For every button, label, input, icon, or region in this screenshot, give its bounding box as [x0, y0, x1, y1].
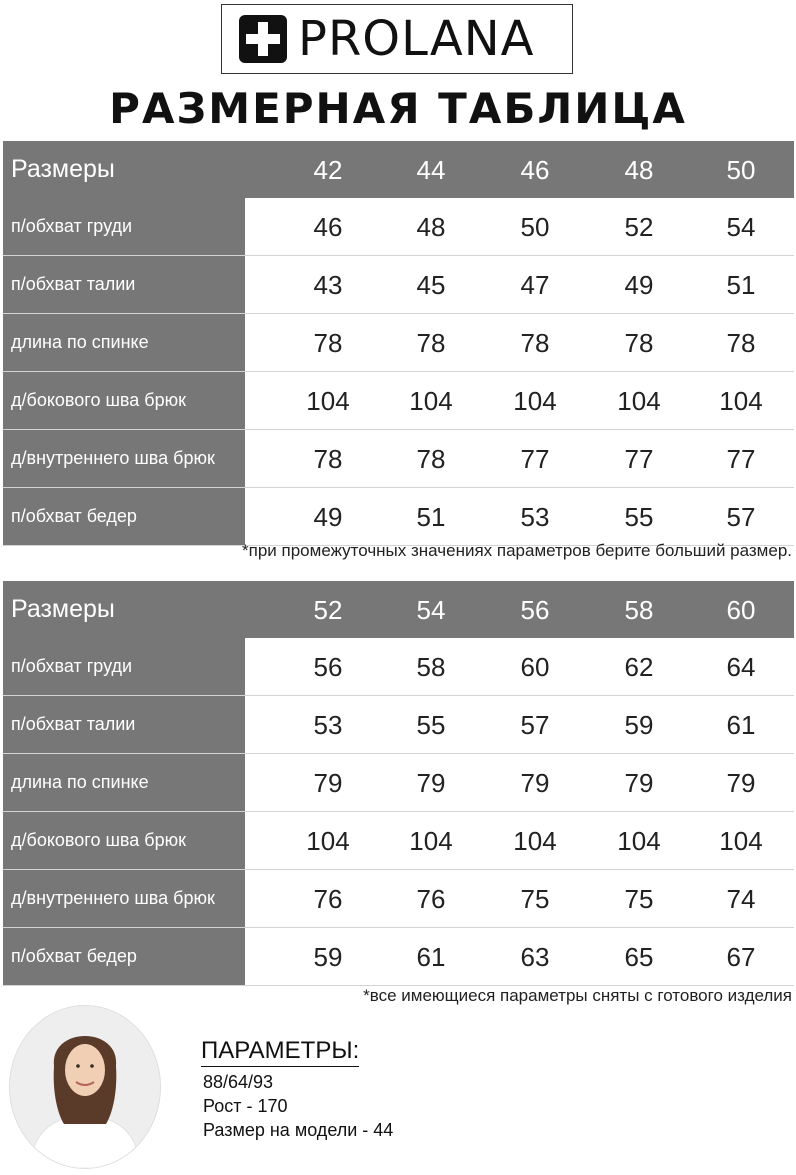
- table-cell: 74: [726, 884, 756, 914]
- table-cell: 51: [416, 502, 446, 532]
- table-cell: 67: [726, 942, 756, 972]
- row-label: д/бокового шва брюк: [3, 372, 245, 429]
- table-cell: 77: [520, 444, 550, 474]
- table-cell: 46: [313, 212, 343, 242]
- table-row: [3, 928, 794, 986]
- table-cell: 63: [520, 942, 550, 972]
- size-header: 60: [726, 595, 756, 625]
- params-title: ПАРАМЕТРЫ:: [201, 1037, 359, 1067]
- table-cell: 49: [624, 270, 654, 300]
- table-cell: 78: [416, 444, 446, 474]
- medical-cross-icon: [239, 15, 287, 63]
- size-header: 48: [624, 155, 654, 185]
- table-row: [3, 638, 794, 696]
- model-measurements: 88/64/93: [203, 1072, 274, 1092]
- table-cell: 104: [409, 386, 453, 416]
- table-cell: 79: [520, 768, 550, 798]
- table-row: [3, 372, 794, 430]
- table-cell: 55: [416, 710, 446, 740]
- table-cell: 49: [313, 502, 343, 532]
- header-label: Размеры: [11, 595, 115, 623]
- table-cell: 75: [624, 884, 654, 914]
- table-row: [3, 256, 794, 314]
- table-cell: 61: [726, 710, 756, 740]
- table-cell: 45: [416, 270, 446, 300]
- table-cell: 50: [520, 212, 550, 242]
- table-header: [3, 141, 794, 198]
- table-cell: 104: [306, 386, 350, 416]
- table-cell: 78: [520, 328, 550, 358]
- table-cell: 104: [719, 826, 763, 856]
- size-header: 42: [313, 155, 343, 185]
- table-cell: 47: [520, 270, 550, 300]
- row-label: д/внутреннего шва брюк: [3, 430, 245, 487]
- table-cell: 48: [416, 212, 446, 242]
- brand-name: PROLANA: [298, 11, 535, 67]
- table-row: [3, 488, 794, 546]
- table-cell: 78: [313, 444, 343, 474]
- size-header: 56: [520, 595, 550, 625]
- brand-logo: [221, 4, 573, 74]
- table-cell: 57: [520, 710, 550, 740]
- table-cell: 52: [624, 212, 654, 242]
- table-body: [3, 198, 794, 546]
- model-size: Размер на модели - 44: [203, 1120, 394, 1140]
- table-cell: 78: [313, 328, 343, 358]
- size-header: 52: [313, 595, 343, 625]
- table-cell: 79: [726, 768, 756, 798]
- size-table-1: [3, 141, 794, 546]
- table-cell: 104: [409, 826, 453, 856]
- table-row: [3, 812, 794, 870]
- table-cell: 61: [416, 942, 446, 972]
- table-header: [3, 581, 794, 638]
- table-cell: 54: [726, 212, 756, 242]
- table-cell: 79: [624, 768, 654, 798]
- table-cell: 53: [520, 502, 550, 532]
- size-header: 50: [726, 155, 756, 185]
- row-label: д/внутреннего шва брюк: [3, 870, 245, 927]
- table-cell: 78: [416, 328, 446, 358]
- row-label: длина по спинке: [3, 754, 245, 811]
- table-row: [3, 314, 794, 372]
- row-label: д/бокового шва брюк: [3, 812, 245, 869]
- table-row: [3, 430, 794, 488]
- size-header: 58: [624, 595, 654, 625]
- model-height: Рост - 170: [203, 1096, 288, 1116]
- table-cell: 75: [520, 884, 550, 914]
- table-row: [3, 870, 794, 928]
- table-cell: 104: [617, 386, 661, 416]
- page-title: РАЗМЕРНАЯ ТАБЛИЦА: [109, 84, 687, 133]
- row-label: п/обхват бедер: [3, 928, 245, 985]
- table-cell: 104: [513, 826, 557, 856]
- table-cell: 43: [313, 270, 343, 300]
- table-row: [3, 696, 794, 754]
- table-cell: 104: [513, 386, 557, 416]
- table-cell: 77: [726, 444, 756, 474]
- table-cell: 64: [726, 652, 756, 682]
- table-cell: 65: [624, 942, 654, 972]
- model-illustration: [10, 1006, 160, 1168]
- table-cell: 60: [520, 652, 550, 682]
- table-body: [3, 638, 794, 986]
- table-cell: 59: [313, 942, 343, 972]
- table-cell: 53: [313, 710, 343, 740]
- header-label: Размеры: [11, 155, 115, 183]
- size-header: 44: [416, 155, 446, 185]
- table-cell: 51: [726, 270, 756, 300]
- table-cell: 104: [719, 386, 763, 416]
- table-cell: 56: [313, 652, 343, 682]
- row-label: п/обхват груди: [3, 198, 245, 255]
- table-note: *при промежуточных значениях параметров берите больший размер.: [242, 541, 792, 560]
- table-cell: 55: [624, 502, 654, 532]
- row-label: п/обхват талии: [3, 256, 245, 313]
- table-row: [3, 754, 794, 812]
- table-cell: 58: [416, 652, 446, 682]
- table-cell: 78: [624, 328, 654, 358]
- table-cell: 79: [313, 768, 343, 798]
- table-cell: 104: [617, 826, 661, 856]
- row-label: п/обхват груди: [3, 638, 245, 695]
- table-cell: 78: [726, 328, 756, 358]
- table-cell: 76: [313, 884, 343, 914]
- table-cell: 76: [416, 884, 446, 914]
- size-table-2: [3, 581, 794, 986]
- row-label: п/обхват талии: [3, 696, 245, 753]
- size-header: 46: [520, 155, 550, 185]
- table-cell: 59: [624, 710, 654, 740]
- model-photo: [9, 1005, 161, 1169]
- table-cell: 57: [726, 502, 756, 532]
- table-cell: 77: [624, 444, 654, 474]
- table-row: [3, 198, 794, 256]
- row-label: длина по спинке: [3, 314, 245, 371]
- row-label: п/обхват бедер: [3, 488, 245, 545]
- table-cell: 104: [306, 826, 350, 856]
- table-note: *все имеющиеся параметры сняты с готового изделия: [363, 986, 792, 1005]
- size-header: 54: [416, 595, 446, 625]
- table-cell: 79: [416, 768, 446, 798]
- table-cell: 62: [624, 652, 654, 682]
